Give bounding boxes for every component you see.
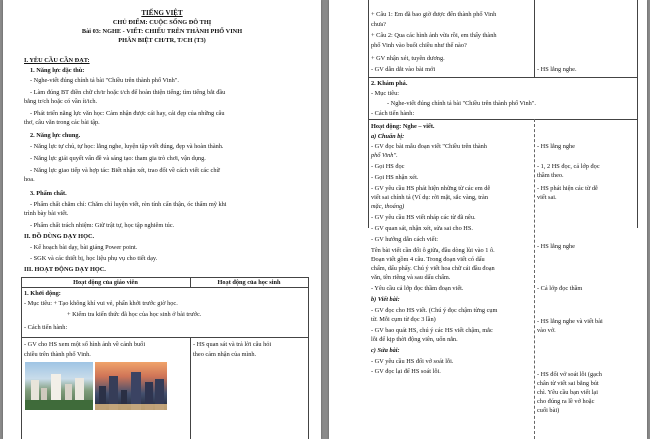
section-requirements-title: I. YÊU CẦU CẦN ĐẠT:: [24, 57, 90, 64]
student-step: - HS lắng nghe và viết bài: [537, 318, 603, 325]
table-header-teacher: Hoạt động của giáo viên: [73, 279, 138, 286]
student-step: theo cảm nhận của mình.: [193, 351, 257, 358]
lesson-subheading: PHÂN BIỆT CH/TR, T/CH (T3): [118, 37, 206, 44]
teacher-step: viết sai chính tả (Ví dụ: rời mặt, sắc vàng, tràn: [371, 194, 488, 201]
teacher-step: Tên bài viết cần đổi ô giữa, đầu dòng lùi vào 1 ô.: [371, 247, 495, 254]
teacher-step: lỗi để kịp thời động viên, uốn nắn.: [371, 336, 458, 343]
paragraph-line: - Kế hoạch bài dạy, bài giảng Power point.: [30, 244, 138, 251]
teacher-step: - GV yêu cầu HS phát hiện những từ các em dễ: [371, 185, 491, 192]
teacher-step: - GV đọc lại để HS soát lỗi.: [371, 368, 441, 375]
teacher-step: - GV dẫn dắt vào bài mới: [371, 66, 436, 73]
activity-title: Hoạt động: Nghe – viết.: [371, 123, 435, 130]
teacher-step: - GV đọc bài mẫu đoạn viết "Chiều trên thành: [371, 143, 487, 150]
student-step: - HS quan sát và trả lời câu hỏi: [193, 341, 272, 348]
document-page-right: [329, 0, 647, 439]
student-step: vào vở.: [537, 327, 556, 334]
section-materials-title: II. ĐỒ DÙNG DẠY HỌC.: [24, 233, 95, 240]
teacher-step: - GV yêu cầu HS viết nháp các từ đã nêu.: [371, 214, 476, 221]
document-page-left: [3, 0, 321, 439]
competency-specific-title: 1. Năng lực đặc thù:: [30, 67, 85, 74]
teacher-step: phố Vinh".: [371, 152, 398, 159]
teacher-step: - GV hướng dẫn cách viết:: [371, 236, 438, 243]
paragraph-line: - SGK và các thiết bị, học liệu phụ vụ cho tiết dạy.: [30, 255, 158, 262]
teacher-step: - GV quan sát, nhận xét, sửa sai cho HS.: [371, 225, 473, 232]
student-step: - HS lắng nghe: [537, 143, 575, 150]
write-title: b) Viết bài:: [371, 296, 400, 303]
teacher-step: - GV cho HS xem một số hình ảnh về cảnh buổi: [24, 341, 146, 348]
paragraph-line: - Làm đúng BT điền chữ ch/tr hoặc t/ch để hoàn thiện tiếng; tìm tiếng bắt đầu: [30, 89, 226, 96]
prepare-title: a) Chuẩn bị:: [371, 133, 405, 140]
question-line: chưa?: [371, 21, 386, 28]
student-step: thầm theo.: [537, 172, 564, 179]
paragraph-line: hoa.: [24, 176, 35, 183]
warmup-title: 1. Khởi động:: [24, 290, 61, 297]
student-step: - HS đổi vở soát lỗi (gạch: [537, 371, 602, 378]
student-step: cho đúng ra lề vở hoặc: [537, 398, 595, 405]
paragraph-line: - Năng lực tự chủ, tự học: lắng nghe, luyện tập viết đúng, đẹp và hoàn thành.: [30, 143, 224, 150]
quality-title: 3. Phẩm chất.: [30, 190, 67, 197]
paragraph-line: - Phẩm chất trách nhiệm: Giữ trật tự, học tập nghiêm túc.: [30, 222, 175, 229]
teacher-step: - GV yêu cầu HS đổi vở soát lỗi.: [371, 358, 454, 365]
paragraph-line: - Phát triển năng lực văn học: Cảm nhận được cái hay, cái đẹp của những câu: [30, 110, 225, 117]
section-activities-title: III. HOẠT ĐỘNG DẠY HỌC.: [24, 266, 106, 273]
paragraph-line: - Phẩm chất chăm chỉ: Chăm chỉ luyện viết, rèn tính cẩn thận, óc thẩm mỹ khi: [30, 201, 227, 208]
paragraph-line: - Năng lực giao tiếp và hợp tác: Biết nhận xét, trao đổi về cách viết các chữ: [30, 167, 220, 174]
student-step: - HS phát hiện các từ dễ: [537, 185, 598, 192]
paragraph-line: thơ, câu văn trong các bài tập.: [24, 119, 100, 126]
student-step: - 1, 2 HS đọc, cả lớp đọc: [537, 163, 600, 170]
teacher-step: từ. Mỗi cụm từ đọc 3 lần): [371, 316, 436, 323]
paragraph-line: - Cách tiến hành:: [371, 110, 415, 117]
subject-heading: TIẾNG VIỆT: [141, 9, 183, 17]
vinh-city-photo-dusk: [95, 362, 167, 410]
correct-title: c) Sửa bài:: [371, 347, 400, 354]
student-step: chì. Yêu cầu bạn viết lại: [537, 389, 598, 396]
paragraph-line: - Nghe-viết đúng chính tả bài "Chiều trên thành phố Vinh".: [30, 77, 179, 84]
student-step: - HS lắng nghe.: [537, 66, 577, 73]
teacher-step: + GV nhận xét, tuyên dương.: [371, 55, 445, 62]
teacher-step: chấm, dấu phẩy. Chú ý viết hoa chữ cái đầu đoạn: [371, 265, 495, 272]
paragraph-line: - Nghe-viết đúng chính tả bài "Chiều trên thành phố Vinh".: [387, 100, 536, 107]
paragraph-line: bằng tr/ch hoặc có vần ít/ich.: [24, 98, 98, 105]
student-step: viết sai.: [537, 194, 557, 201]
paragraph-line: - Mục tiêu:: [371, 90, 399, 97]
teacher-step: - GV đọc cho HS viết. (Chú ý đọc chậm từng cụm: [371, 307, 498, 314]
theme-heading: CHỦ ĐIỂM: CUỘC SỐNG ĐÔ THỊ: [112, 19, 212, 26]
student-step: - Cả lớp đọc thầm: [537, 285, 583, 292]
teacher-step: mặc, thoáng): [371, 203, 405, 210]
question-line: + Câu 1: Em đã bao giờ được đến thành phố Vinh: [371, 11, 497, 18]
paragraph-line: - Cách tiến hành:: [24, 324, 68, 331]
vinh-city-photo-day: [25, 362, 93, 410]
question-line: phố Vinh vào buổi chiều như thế nào?: [371, 42, 467, 49]
question-line: + Câu 2: Qua các hình ảnh vừa rồi, em thấy thành: [371, 32, 497, 39]
teacher-step: - Yêu cầu cả lớp đọc thầm đoạn viết.: [371, 285, 464, 292]
student-step: chân từ viết sai bằng bút: [537, 380, 599, 387]
teacher-step: Đoạn viết gồm 4 câu. Trong đoạn viết có dấu: [371, 256, 485, 263]
teacher-step: - GV bao quát HS, chú ý các HS viết chậm, mắc: [371, 327, 493, 334]
paragraph-line: - Mục tiêu: + Tạo không khí vui vẻ, phấn khởi trước giờ học.: [24, 300, 178, 307]
teacher-step: chiều trên thành phố Vinh.: [24, 351, 91, 358]
paragraph-line: trình bày bài viết.: [24, 210, 69, 217]
explore-title: 2. Khám phá.: [371, 80, 408, 87]
teacher-step: văn, tên riêng và sau dấu chấm.: [371, 274, 451, 281]
competency-general-title: 2. Năng lực chung.: [30, 132, 81, 139]
table-header-student: Hoạt động của học sinh: [217, 279, 281, 286]
student-step: cuối bài): [537, 407, 560, 414]
student-step: - HS lắng nghe: [537, 243, 575, 250]
paragraph-line: + Kiểm tra kiến thức đã học của học sinh ở bài trước.: [67, 311, 202, 318]
teacher-step: - Gọi HS đọc: [371, 163, 405, 170]
lesson-heading: Bài 03: NGHE - VIẾT: CHIẾU TRÊN THÀNH PHỐ VINH: [81, 28, 243, 35]
paragraph-line: - Năng lực giải quyết vấn đề và sáng tạo: tham gia trò chơi, vận dụng.: [30, 155, 206, 162]
teacher-step: - Gọi HS nhận xét.: [371, 174, 419, 181]
